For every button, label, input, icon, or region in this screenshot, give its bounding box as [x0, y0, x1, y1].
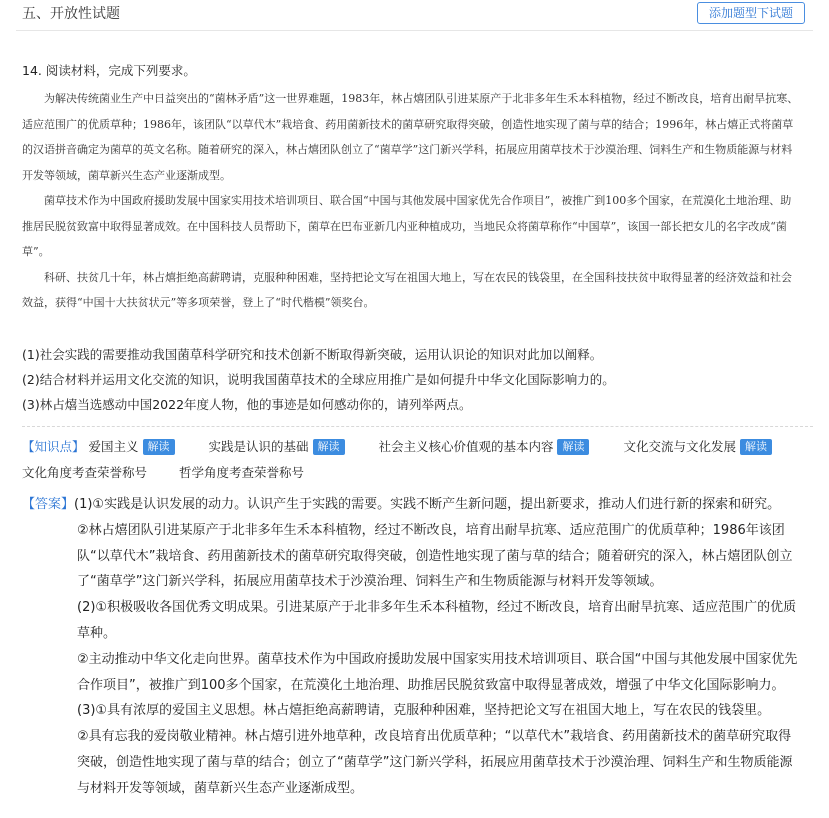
knowledge-label: 【知识点】 [22, 439, 85, 454]
explain-badge[interactable]: 解读 [143, 439, 175, 455]
section-divider [22, 426, 813, 427]
knowledge-item[interactable]: 社会主义核心价值观的基本内容 [378, 439, 554, 454]
answer-line: 合作项目”，被推广到100多个国家，在荒漠化土地治理、助推居民脱贫致富中取得显著成效，增强了中华文化国际影响力。 [77, 677, 785, 693]
question-title: 14. 阅读材料，完成下列要求。 [22, 63, 196, 78]
answer-block [22, 492, 812, 802]
answer-line: ②林占熺团队引进某原产于北非多年生禾本科植物，经过不断改良，培育出耐旱抗寒、适应范围广的优质草种；1986年该团 [77, 522, 785, 538]
passage-paragraph: 菌草技术作为中国政府援助发展中国家实用技术培训项目、联合国“中国与其他发展中国家优先合作项目”，被推广到100多个国家，在荒漠化土地治理、助推居民脱贫致富中取得显著成效。在中国科技人员帮助下，菌草在巴布亚新几内亚种植成功，当地民众将菌草称作“中国草”，该国一部长把女儿的名字改成“菌草”。 [22, 194, 792, 258]
knowledge-points-row-2 [22, 464, 304, 482]
sub-question-3: (3)林占熺当选感动中国2022年度人物，他的事迹是如何感动你的，请列举两点。 [22, 397, 472, 412]
knowledge-item[interactable]: 哲学角度考查荣誉称号 [178, 465, 304, 480]
header-divider [16, 30, 813, 31]
answer-line: (1)①实践是认识发展的动力。认识产生于实践的需要。实践不断产生新问题，提出新要求，推动人们进行新的探索和研究。 [74, 497, 781, 512]
knowledge-item[interactable]: 文化交流与文化发展 [623, 439, 736, 454]
knowledge-item[interactable]: 爱国主义 [88, 439, 139, 454]
knowledge-item[interactable]: 实践是认识的基础 [208, 439, 309, 454]
sub-question-2: (2)结合材料并运用文化交流的知识，说明我国菌草技术的全球应用推广是如何提升中华文化国际影响力的。 [22, 372, 615, 387]
answer-line: (2)①积极吸收各国优秀文明成果。引进某原产于北非多年生禾本科植物，经过不断改良，培育出耐旱抗寒、适应范围广的优质 [77, 600, 797, 616]
answer-line: ②主动推动中华文化走向世界。菌草技术作为中国政府援助发展中国家实用技术培训项目、联合国“中国与其他发展中国家优先 [77, 651, 798, 667]
sub-question-1: (1)社会实践的需要推动我国菌草科学研究和技术创新不断取得新突破，运用认识论的知识对此加以阐释。 [22, 347, 603, 362]
section-title: 五、开放性试题 [22, 6, 120, 22]
explain-badge[interactable]: 解读 [313, 439, 345, 455]
passage [22, 86, 800, 316]
answer-line: 与材料开发等领域，菌草新兴生态产业逐渐成型。 [77, 780, 364, 796]
explain-badge[interactable]: 解读 [557, 439, 589, 455]
answer-line: 突破，创造性地实现了菌与草的结合；创立了“菌草学”这门新兴学科，拓展应用菌草技术于沙漠治理、饲料生产和生物质能源 [77, 754, 793, 770]
explain-badge[interactable]: 解读 [740, 439, 772, 455]
knowledge-points [22, 438, 772, 456]
answer-line: (3)①具有浓厚的爱国主义思想。林占熺拒绝高薪聘请，克服种种困难，坚持把论文写在祖国大地上，写在农民的钱袋里。 [77, 703, 771, 719]
answer-line: 队“以草代木”栽培食、药用菌新技术的菌草研究取得突破，创造性地实现了菌与草的结合；随着研究的深入，林占熺团队创立 [77, 548, 793, 564]
answer-line: ②具有忘我的爱岗敬业精神。林占熺引进外地草种，改良培育出优质草种；“以草代木”栽培食、药用菌新技术的菌草研究取得 [77, 729, 792, 745]
knowledge-item[interactable]: 文化角度考查荣誉称号 [22, 465, 148, 480]
add-question-button[interactable]: 添加题型下试题 [697, 2, 805, 24]
answer-line: 草种。 [77, 625, 117, 641]
passage-paragraph: 科研、扶贫几十年，林占熺拒绝高薪聘请，克服种种困难，坚持把论文写在祖国大地上，写在农民的钱袋里，在全国科技扶贫中取得显著的经济效益和社会效益，获得“中国十大扶贫状元”等多项荣誉，登上了“时代楷模”领奖台。 [22, 270, 792, 309]
passage-paragraph: 为解决传统菌业生产中日益突出的“菌林矛盾”这一世界难题，1983年，林占熺团队引进某原产于北非多年生禾本科植物，经过不断改良，培育出耐旱抗寒、适应范围广的优质草种；1986年，该团队“以草代木”栽培食、药用菌新技术的菌草研究取得突破，创造性地实现了菌与草的结合；1996年，林占熺正式将菌草的汉语拼音确定为菌草的英文名称。随着研究的深入，林占熺团队创立了“菌草学”这门新兴学科，拓展应用菌草技术于沙漠治理、饲料生产和生物质能源与材料开发等领域，菌草新兴生态产业逐渐成型。 [22, 92, 799, 182]
answer-line: 了“菌草学”这门新兴学科，拓展应用菌草技术于沙漠治理、饲料生产和生物质能源与材料开发等领域。 [77, 574, 663, 590]
answer-label: 【答案】 [22, 497, 75, 512]
